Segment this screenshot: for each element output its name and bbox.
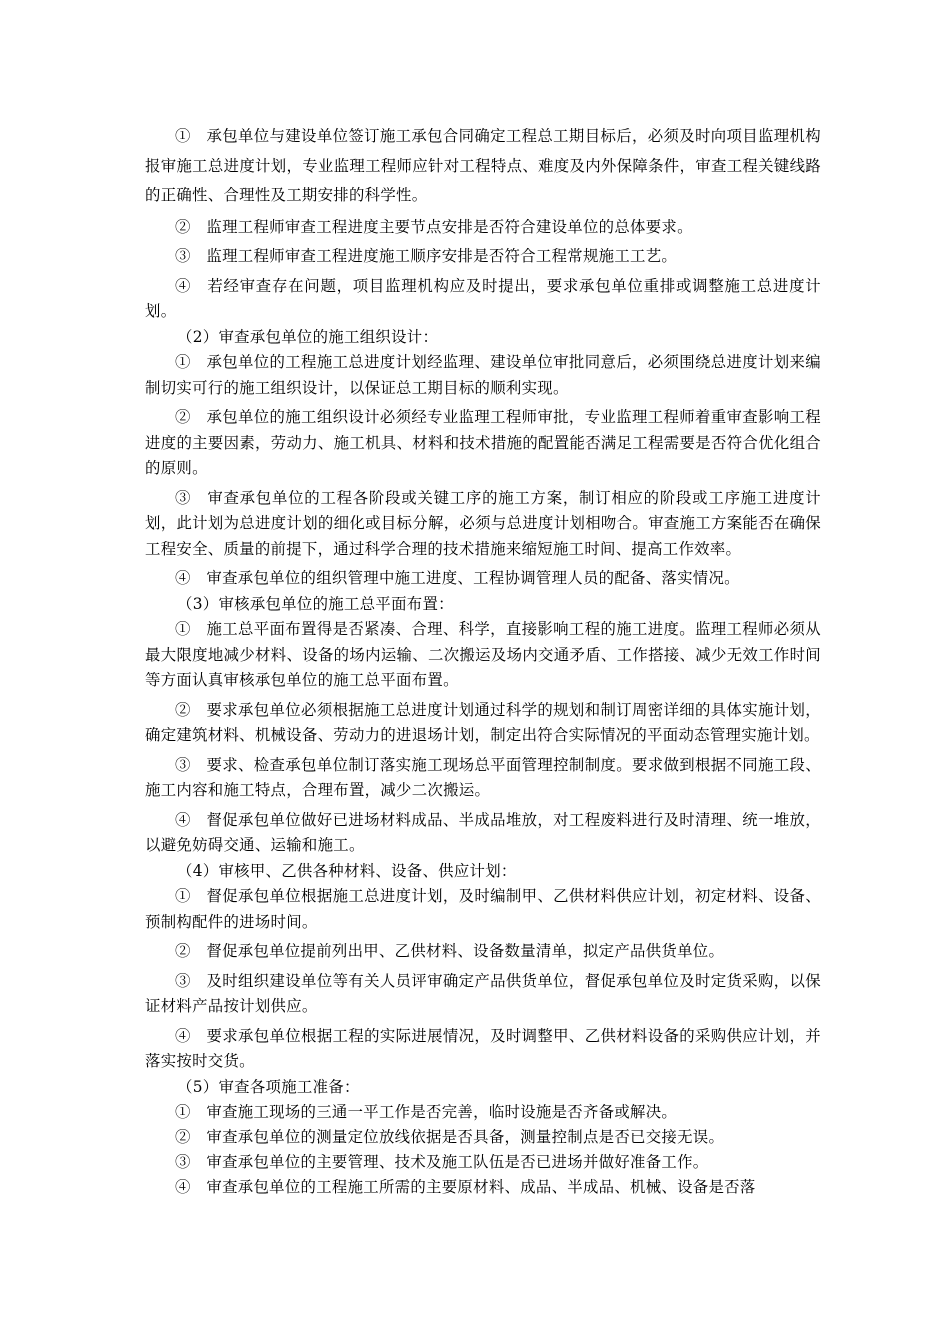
document-page xyxy=(145,122,821,1200)
paragraph-org-design-1: ① 承包单位的工程施工总进度计划经监理、建设单位审批同意后，必须围绕总进度计划来编制切实可行的施工组织设计，以保证总工期目标的顺利实现。 xyxy=(145,353,821,397)
section-heading-4: （4）审核甲、乙供各种材料、设备、供应计划： xyxy=(177,861,517,880)
paragraph-supply-plan-3: ③ 及时组织建设单位等有关人员评审确定产品供货单位，督促承包单位及时定货采购，以保证材料产品按计划供应。 xyxy=(145,971,821,1016)
paragraph-site-layout-3: ③ 要求、检查承包单位制订落实施工现场总平面管理控制制度。要求做到根据不同施工段、施工内容和施工特点，合理布置，减少二次搬运。 xyxy=(145,755,821,800)
paragraph-preparation-1: ① 审查施工现场的三通一平工作是否完善，临时设施是否齐备或解决。 xyxy=(175,1103,678,1122)
section-heading-2: （2）审查承包单位的施工组织设计： xyxy=(177,327,439,346)
section-heading-3: （3）审核承包单位的施工总平面布置： xyxy=(177,594,454,613)
paragraph-site-layout-4: ④ 督促承包单位做好已进场材料成品、半成品堆放，对工程废料进行及时清理、统一堆放，以避免妨碍交通、运输和施工。 xyxy=(145,810,821,855)
paragraph-supply-plan-2: ② 督促承包单位提前列出甲、乙供材料、设备数量清单，拟定产品供货单位。 xyxy=(175,942,725,961)
paragraph-preparation-3: ③ 审查承包单位的主要管理、技术及施工队伍是否已进场并做好准备工作。 xyxy=(175,1153,709,1172)
paragraph-org-design-2: ② 承包单位的施工组织设计必须经专业监理工程师审批，专业监理工程师着重审查影响工程进度的主要因素，劳动力、施工机具、材料和技术措施的配置能否满足工程需要是否符合优化组合的原则。 xyxy=(145,408,821,478)
paragraph-supply-plan-1: ① 督促承包单位根据施工总进度计划，及时编制甲、乙供材料供应计划，初定材料、设备、预制构配件的进场时间。 xyxy=(145,887,821,931)
paragraph-review-master-schedule: ① 承包单位与建设单位签订施工承包合同确定工程总工期目标后，必须及时向项目监理机构报审施工总进度计划，专业监理工程师应针对工程特点、难度及内外保障条件，审查工程关键线路的正确性、合理性及工期安排的科学性。 xyxy=(145,127,821,205)
paragraph-preparation-2: ② 审查承包单位的测量定位放线依据是否具备，测量控制点是否已交接无误。 xyxy=(175,1128,725,1147)
paragraph-supply-plan-4: ④ 要求承包单位根据工程的实际进展情况，及时调整甲、乙供材料设备的采购供应计划，并落实按时交货。 xyxy=(145,1026,821,1071)
paragraph-review-sequence: ③ 监理工程师审查工程进度施工顺序安排是否符合工程常规施工工艺。 xyxy=(175,247,678,266)
paragraph-org-design-4: ④ 审查承包单位的组织管理中施工进度、工程协调管理人员的配备、落实情况。 xyxy=(175,569,740,588)
paragraph-site-layout-1: ① 施工总平面布置得是否紧凑、合理、科学，直接影响工程的施工进度。监理工程师必须从最大限度地减少材料、设备的场内运输、二次搬运及场内交通矛盾、工作搭接、减少无效工作时间等方面认真审核承包单位的施工总平面布置。 xyxy=(145,620,821,690)
paragraph-site-layout-2: ② 要求承包单位必须根据施工总进度计划通过科学的规划和制订周密详细的具体实施计划，确定建筑材料、机械设备、劳动力的进退场计划，制定出符合实际情况的平面动态管理实施计划。 xyxy=(145,700,821,745)
paragraph-review-milestones: ② 监理工程师审查工程进度主要节点安排是否符合建设单位的总体要求。 xyxy=(175,217,693,236)
section-heading-5: （5）审查各项施工准备： xyxy=(177,1077,360,1096)
paragraph-preparation-4: ④ 审查承包单位的工程施工所需的主要原材料、成品、半成品、机械、设备是否落 xyxy=(175,1178,756,1197)
paragraph-reschedule-request: ④ 若经审查存在问题，项目监理机构应及时提出，要求承包单位重排或调整施工总进度计划。 xyxy=(145,276,821,321)
paragraph-org-design-3: ③ 审查承包单位的工程各阶段或关键工序的施工方案，制订相应的阶段或工序施工进度计划，此计划为总进度计划的细化或目标分解，必须与总进度计划相吻合。审查施工方案能否在确保工程安全、质量的前提下，通过科学合理的技术措施来缩短施工时间、提高工作效率。 xyxy=(145,488,821,558)
